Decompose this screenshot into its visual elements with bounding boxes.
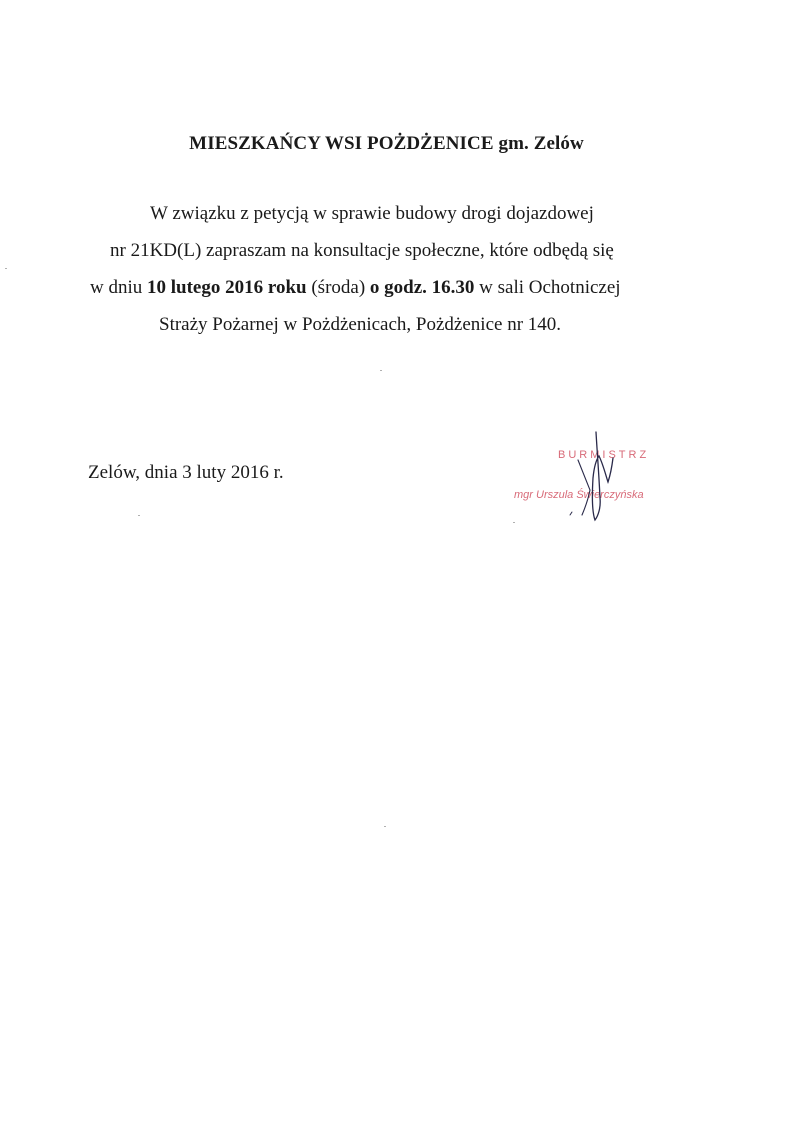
scan-speck <box>380 370 382 371</box>
body-line-3-part-1: w dniu <box>90 277 147 298</box>
body-line-3-part-3: (środa) <box>306 277 370 298</box>
body-line-1-text: W związku z petycją w sprawie budowy drogi dojazdowej <box>150 203 594 224</box>
meeting-time: o godz. 16.30 <box>369 277 475 298</box>
stamp-title: BURMISTRZ <box>558 449 650 461</box>
body-line-2-text: nr 21KD(L) zapraszam na konsultacje społeczne, które odbędą się <box>110 240 614 261</box>
mayor-stamp <box>500 420 710 540</box>
document-title: MIESZKAŃCY WSI POŻDŻENICE gm. Zelów <box>189 133 584 154</box>
body-line-4-text: Straży Pożarnej w Pożdżenicach, Pożdżenice nr 140. <box>159 314 562 335</box>
date-line: Zelów, dnia 3 luty 2016 r. <box>88 462 284 483</box>
scan-speck <box>513 522 515 523</box>
stamp-name: mgr Urszula Świerczyńska <box>514 489 644 501</box>
body-line-1 <box>150 203 594 225</box>
body-line-3 <box>90 277 621 299</box>
body-line-3-part-5: w sali Ochotniczej <box>474 277 621 298</box>
signature-mark <box>500 420 710 540</box>
meeting-date: 10 lutego 2016 roku <box>147 277 307 298</box>
scan-speck <box>384 826 386 827</box>
body-line-4 <box>159 314 561 336</box>
body-line-2 <box>110 240 614 262</box>
scan-speck <box>5 268 7 269</box>
scan-speck <box>138 515 140 516</box>
